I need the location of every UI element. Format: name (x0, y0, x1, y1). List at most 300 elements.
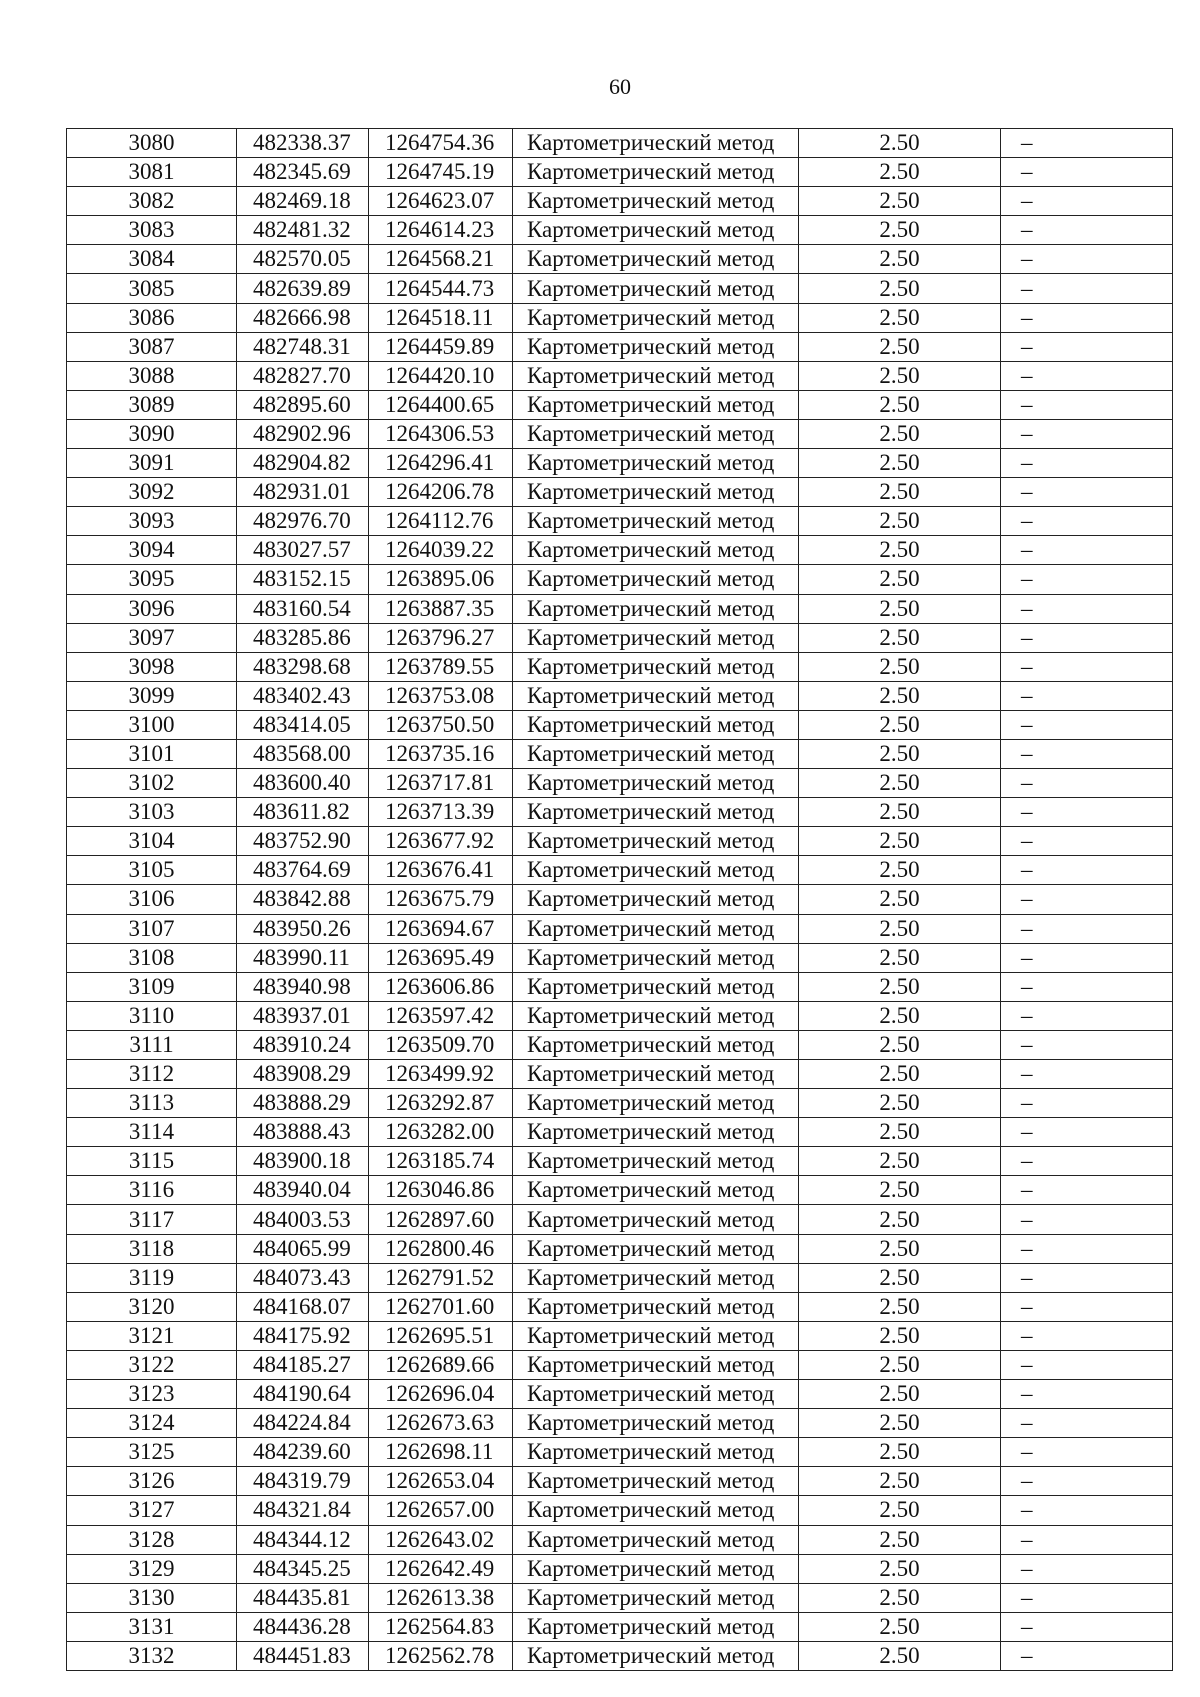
description-cell: – (1001, 856, 1173, 885)
y-coordinate-cell: 1263713.39 (369, 798, 513, 827)
description-cell: – (1001, 1525, 1173, 1554)
accuracy-cell: 2.50 (799, 1380, 1001, 1409)
table-row (67, 1438, 1173, 1467)
x-coordinate-cell: 483908.29 (237, 1060, 369, 1089)
y-coordinate-cell: 1262673.63 (369, 1409, 513, 1438)
x-coordinate-cell: 483402.43 (237, 681, 369, 710)
point-number-cell: 3109 (67, 972, 237, 1001)
point-number-cell: 3080 (67, 129, 237, 158)
point-number-cell: 3108 (67, 943, 237, 972)
x-coordinate-cell: 483611.82 (237, 798, 369, 827)
accuracy-cell: 2.50 (799, 216, 1001, 245)
x-coordinate-cell: 482338.37 (237, 129, 369, 158)
description-cell: – (1001, 1496, 1173, 1525)
table-row (67, 885, 1173, 914)
method-cell: Картометрический метод (513, 390, 799, 419)
y-coordinate-cell: 1263675.79 (369, 885, 513, 914)
y-coordinate-cell: 1262689.66 (369, 1350, 513, 1379)
y-coordinate-cell: 1264420.10 (369, 361, 513, 390)
description-cell: – (1001, 1350, 1173, 1379)
description-cell: – (1001, 739, 1173, 768)
point-number-cell: 3132 (67, 1641, 237, 1670)
y-coordinate-cell: 1264544.73 (369, 274, 513, 303)
accuracy-cell: 2.50 (799, 332, 1001, 361)
accuracy-cell: 2.50 (799, 710, 1001, 739)
method-cell: Картометрический метод (513, 158, 799, 187)
y-coordinate-cell: 1263887.35 (369, 594, 513, 623)
method-cell: Картометрический метод (513, 1380, 799, 1409)
method-cell: Картометрический метод (513, 187, 799, 216)
x-coordinate-cell: 484065.99 (237, 1234, 369, 1263)
description-cell: – (1001, 769, 1173, 798)
table-row (67, 972, 1173, 1001)
description-cell: – (1001, 1438, 1173, 1467)
description-cell: – (1001, 1060, 1173, 1089)
x-coordinate-cell: 482904.82 (237, 449, 369, 478)
method-cell: Картометрический метод (513, 1030, 799, 1059)
accuracy-cell: 2.50 (799, 914, 1001, 943)
method-cell: Картометрический метод (513, 827, 799, 856)
accuracy-cell: 2.50 (799, 274, 1001, 303)
y-coordinate-cell: 1263677.92 (369, 827, 513, 856)
point-number-cell: 3117 (67, 1205, 237, 1234)
accuracy-cell: 2.50 (799, 1350, 1001, 1379)
x-coordinate-cell: 483910.24 (237, 1030, 369, 1059)
y-coordinate-cell: 1264400.65 (369, 390, 513, 419)
method-cell: Картометрический метод (513, 1234, 799, 1263)
method-cell: Картометрический метод (513, 1147, 799, 1176)
description-cell: – (1001, 478, 1173, 507)
y-coordinate-cell: 1262695.51 (369, 1321, 513, 1350)
point-number-cell: 3087 (67, 332, 237, 361)
page-number: 60 (609, 74, 631, 99)
x-coordinate-cell: 483900.18 (237, 1147, 369, 1176)
table-row (67, 623, 1173, 652)
y-coordinate-cell: 1263735.16 (369, 739, 513, 768)
accuracy-cell: 2.50 (799, 187, 1001, 216)
method-cell: Картометрический метод (513, 129, 799, 158)
method-cell: Картометрический метод (513, 216, 799, 245)
description-cell: – (1001, 943, 1173, 972)
x-coordinate-cell: 484175.92 (237, 1321, 369, 1350)
point-number-cell: 3102 (67, 769, 237, 798)
y-coordinate-cell: 1264623.07 (369, 187, 513, 216)
x-coordinate-cell: 484344.12 (237, 1525, 369, 1554)
method-cell: Картометрический метод (513, 565, 799, 594)
method-cell: Картометрический метод (513, 739, 799, 768)
description-cell: – (1001, 623, 1173, 652)
table-row (67, 274, 1173, 303)
accuracy-cell: 2.50 (799, 798, 1001, 827)
accuracy-cell: 2.50 (799, 972, 1001, 1001)
point-number-cell: 3086 (67, 303, 237, 332)
point-number-cell: 3081 (67, 158, 237, 187)
y-coordinate-cell: 1263046.86 (369, 1176, 513, 1205)
accuracy-cell: 2.50 (799, 129, 1001, 158)
accuracy-cell: 2.50 (799, 565, 1001, 594)
description-cell: – (1001, 914, 1173, 943)
y-coordinate-cell: 1263895.06 (369, 565, 513, 594)
description-cell: – (1001, 1409, 1173, 1438)
point-number-cell: 3111 (67, 1030, 237, 1059)
table-row (67, 1030, 1173, 1059)
description-cell: – (1001, 1205, 1173, 1234)
point-number-cell: 3129 (67, 1554, 237, 1583)
x-coordinate-cell: 484345.25 (237, 1554, 369, 1583)
accuracy-cell: 2.50 (799, 1467, 1001, 1496)
accuracy-cell: 2.50 (799, 361, 1001, 390)
x-coordinate-cell: 484451.83 (237, 1641, 369, 1670)
y-coordinate-cell: 1262657.00 (369, 1496, 513, 1525)
x-coordinate-cell: 483940.98 (237, 972, 369, 1001)
description-cell: – (1001, 594, 1173, 623)
point-number-cell: 3100 (67, 710, 237, 739)
y-coordinate-cell: 1262653.04 (369, 1467, 513, 1496)
point-number-cell: 3094 (67, 536, 237, 565)
point-number-cell: 3082 (67, 187, 237, 216)
table-row (67, 303, 1173, 332)
method-cell: Картометрический метод (513, 507, 799, 536)
table-row (67, 1467, 1173, 1496)
accuracy-cell: 2.50 (799, 1292, 1001, 1321)
x-coordinate-cell: 483990.11 (237, 943, 369, 972)
x-coordinate-cell: 483152.15 (237, 565, 369, 594)
table-row (67, 943, 1173, 972)
point-number-cell: 3091 (67, 449, 237, 478)
accuracy-cell: 2.50 (799, 1205, 1001, 1234)
point-number-cell: 3115 (67, 1147, 237, 1176)
table-row (67, 1612, 1173, 1641)
description-cell: – (1001, 1467, 1173, 1496)
description-cell: – (1001, 1147, 1173, 1176)
point-number-cell: 3128 (67, 1525, 237, 1554)
y-coordinate-cell: 1262701.60 (369, 1292, 513, 1321)
x-coordinate-cell: 483027.57 (237, 536, 369, 565)
method-cell: Картометрический метод (513, 361, 799, 390)
point-number-cell: 3089 (67, 390, 237, 419)
point-number-cell: 3103 (67, 798, 237, 827)
y-coordinate-cell: 1264296.41 (369, 449, 513, 478)
y-coordinate-cell: 1263694.67 (369, 914, 513, 943)
method-cell: Картометрический метод (513, 1525, 799, 1554)
point-number-cell: 3120 (67, 1292, 237, 1321)
method-cell: Картометрический метод (513, 856, 799, 885)
accuracy-cell: 2.50 (799, 1060, 1001, 1089)
accuracy-cell: 2.50 (799, 1612, 1001, 1641)
point-number-cell: 3083 (67, 216, 237, 245)
x-coordinate-cell: 483160.54 (237, 594, 369, 623)
method-cell: Картометрический метод (513, 478, 799, 507)
accuracy-cell: 2.50 (799, 1176, 1001, 1205)
table-row (67, 1089, 1173, 1118)
y-coordinate-cell: 1264568.21 (369, 245, 513, 274)
y-coordinate-cell: 1263796.27 (369, 623, 513, 652)
y-coordinate-cell: 1263676.41 (369, 856, 513, 885)
accuracy-cell: 2.50 (799, 1525, 1001, 1554)
point-number-cell: 3085 (67, 274, 237, 303)
point-number-cell: 3104 (67, 827, 237, 856)
description-cell: – (1001, 303, 1173, 332)
description-cell: – (1001, 245, 1173, 274)
x-coordinate-cell: 484003.53 (237, 1205, 369, 1234)
table-row (67, 1001, 1173, 1030)
description-cell: – (1001, 798, 1173, 827)
method-cell: Картометрический метод (513, 1205, 799, 1234)
table-row (67, 594, 1173, 623)
table-row (67, 332, 1173, 361)
x-coordinate-cell: 483600.40 (237, 769, 369, 798)
table-row (67, 1263, 1173, 1292)
point-number-cell: 3131 (67, 1612, 237, 1641)
x-coordinate-cell: 482902.96 (237, 419, 369, 448)
point-number-cell: 3114 (67, 1118, 237, 1147)
method-cell: Картометрический метод (513, 1612, 799, 1641)
y-coordinate-cell: 1263499.92 (369, 1060, 513, 1089)
accuracy-cell: 2.50 (799, 1030, 1001, 1059)
point-number-cell: 3107 (67, 914, 237, 943)
description-cell: – (1001, 1612, 1173, 1641)
accuracy-cell: 2.50 (799, 536, 1001, 565)
method-cell: Картометрический метод (513, 710, 799, 739)
description-cell: – (1001, 536, 1173, 565)
x-coordinate-cell: 482976.70 (237, 507, 369, 536)
table-row (67, 245, 1173, 274)
accuracy-cell: 2.50 (799, 1263, 1001, 1292)
y-coordinate-cell: 1262791.52 (369, 1263, 513, 1292)
x-coordinate-cell: 484319.79 (237, 1467, 369, 1496)
method-cell: Картометрический метод (513, 798, 799, 827)
method-cell: Картометрический метод (513, 1118, 799, 1147)
table-row (67, 1641, 1173, 1670)
table-row (67, 1321, 1173, 1350)
y-coordinate-cell: 1262564.83 (369, 1612, 513, 1641)
y-coordinate-cell: 1263789.55 (369, 652, 513, 681)
description-cell: – (1001, 1001, 1173, 1030)
y-coordinate-cell: 1264039.22 (369, 536, 513, 565)
method-cell: Картометрический метод (513, 972, 799, 1001)
description-cell: – (1001, 1380, 1173, 1409)
y-coordinate-cell: 1263597.42 (369, 1001, 513, 1030)
accuracy-cell: 2.50 (799, 245, 1001, 274)
x-coordinate-cell: 484185.27 (237, 1350, 369, 1379)
table-row (67, 739, 1173, 768)
description-cell: – (1001, 652, 1173, 681)
accuracy-cell: 2.50 (799, 856, 1001, 885)
point-number-cell: 3098 (67, 652, 237, 681)
table-row (67, 1409, 1173, 1438)
y-coordinate-cell: 1262642.49 (369, 1554, 513, 1583)
x-coordinate-cell: 482639.89 (237, 274, 369, 303)
accuracy-cell: 2.50 (799, 1234, 1001, 1263)
point-number-cell: 3112 (67, 1060, 237, 1089)
table-row (67, 129, 1173, 158)
y-coordinate-cell: 1263695.49 (369, 943, 513, 972)
x-coordinate-cell: 483764.69 (237, 856, 369, 885)
description-cell: – (1001, 1030, 1173, 1059)
point-number-cell: 3096 (67, 594, 237, 623)
description-cell: – (1001, 1583, 1173, 1612)
accuracy-cell: 2.50 (799, 507, 1001, 536)
table-row (67, 1380, 1173, 1409)
accuracy-cell: 2.50 (799, 943, 1001, 972)
y-coordinate-cell: 1263750.50 (369, 710, 513, 739)
method-cell: Картометрический метод (513, 1409, 799, 1438)
y-coordinate-cell: 1262643.02 (369, 1525, 513, 1554)
y-coordinate-cell: 1264745.19 (369, 158, 513, 187)
method-cell: Картометрический метод (513, 1350, 799, 1379)
method-cell: Картометрический метод (513, 536, 799, 565)
description-cell: – (1001, 1321, 1173, 1350)
table-row (67, 1118, 1173, 1147)
accuracy-cell: 2.50 (799, 478, 1001, 507)
table-row (67, 681, 1173, 710)
table-row (67, 565, 1173, 594)
point-number-cell: 3122 (67, 1350, 237, 1379)
description-cell: – (1001, 129, 1173, 158)
accuracy-cell: 2.50 (799, 1641, 1001, 1670)
description-cell: – (1001, 187, 1173, 216)
table-row (67, 856, 1173, 885)
x-coordinate-cell: 484168.07 (237, 1292, 369, 1321)
x-coordinate-cell: 483414.05 (237, 710, 369, 739)
description-cell: – (1001, 681, 1173, 710)
accuracy-cell: 2.50 (799, 1118, 1001, 1147)
point-number-cell: 3119 (67, 1263, 237, 1292)
description-cell: – (1001, 507, 1173, 536)
table-row (67, 710, 1173, 739)
y-coordinate-cell: 1263606.86 (369, 972, 513, 1001)
x-coordinate-cell: 482469.18 (237, 187, 369, 216)
x-coordinate-cell: 483888.29 (237, 1089, 369, 1118)
method-cell: Картометрический метод (513, 1176, 799, 1205)
method-cell: Картометрический метод (513, 245, 799, 274)
method-cell: Картометрический метод (513, 1467, 799, 1496)
y-coordinate-cell: 1263717.81 (369, 769, 513, 798)
description-cell: – (1001, 332, 1173, 361)
accuracy-cell: 2.50 (799, 1321, 1001, 1350)
x-coordinate-cell: 483940.04 (237, 1176, 369, 1205)
accuracy-cell: 2.50 (799, 1001, 1001, 1030)
table-row (67, 1554, 1173, 1583)
method-cell: Картометрический метод (513, 769, 799, 798)
table-row (67, 1496, 1173, 1525)
point-number-cell: 3121 (67, 1321, 237, 1350)
x-coordinate-cell: 483937.01 (237, 1001, 369, 1030)
description-cell: – (1001, 216, 1173, 245)
description-cell: – (1001, 1554, 1173, 1583)
x-coordinate-cell: 482666.98 (237, 303, 369, 332)
x-coordinate-cell: 484224.84 (237, 1409, 369, 1438)
description-cell: – (1001, 565, 1173, 594)
method-cell: Картометрический метод (513, 1496, 799, 1525)
accuracy-cell: 2.50 (799, 827, 1001, 856)
y-coordinate-cell: 1263282.00 (369, 1118, 513, 1147)
description-cell: – (1001, 274, 1173, 303)
point-number-cell: 3095 (67, 565, 237, 594)
y-coordinate-cell: 1262897.60 (369, 1205, 513, 1234)
x-coordinate-cell: 483888.43 (237, 1118, 369, 1147)
table-row (67, 449, 1173, 478)
table-row (67, 827, 1173, 856)
accuracy-cell: 2.50 (799, 1554, 1001, 1583)
y-coordinate-cell: 1262800.46 (369, 1234, 513, 1263)
method-cell: Картометрический метод (513, 1438, 799, 1467)
x-coordinate-cell: 482481.32 (237, 216, 369, 245)
x-coordinate-cell: 484073.43 (237, 1263, 369, 1292)
x-coordinate-cell: 482931.01 (237, 478, 369, 507)
point-number-cell: 3097 (67, 623, 237, 652)
description-cell: – (1001, 390, 1173, 419)
accuracy-cell: 2.50 (799, 681, 1001, 710)
description-cell: – (1001, 158, 1173, 187)
y-coordinate-cell: 1262696.04 (369, 1380, 513, 1409)
method-cell: Картометрический метод (513, 914, 799, 943)
description-cell: – (1001, 1176, 1173, 1205)
point-number-cell: 3092 (67, 478, 237, 507)
description-cell: – (1001, 1118, 1173, 1147)
y-coordinate-cell: 1263509.70 (369, 1030, 513, 1059)
point-number-cell: 3106 (67, 885, 237, 914)
y-coordinate-cell: 1263292.87 (369, 1089, 513, 1118)
x-coordinate-cell: 484190.64 (237, 1380, 369, 1409)
accuracy-cell: 2.50 (799, 158, 1001, 187)
point-number-cell: 3127 (67, 1496, 237, 1525)
table-row (67, 1525, 1173, 1554)
accuracy-cell: 2.50 (799, 1583, 1001, 1612)
method-cell: Картометрический метод (513, 1060, 799, 1089)
method-cell: Картометрический метод (513, 274, 799, 303)
point-number-cell: 3088 (67, 361, 237, 390)
description-cell: – (1001, 972, 1173, 1001)
table-row (67, 1176, 1173, 1205)
method-cell: Картометрический метод (513, 419, 799, 448)
x-coordinate-cell: 484436.28 (237, 1612, 369, 1641)
table-body (67, 129, 1173, 1671)
method-cell: Картометрический метод (513, 1583, 799, 1612)
table-row (67, 769, 1173, 798)
table-row (67, 1060, 1173, 1089)
method-cell: Картометрический метод (513, 594, 799, 623)
x-coordinate-cell: 483842.88 (237, 885, 369, 914)
point-number-cell: 3116 (67, 1176, 237, 1205)
accuracy-cell: 2.50 (799, 303, 1001, 332)
accuracy-cell: 2.50 (799, 1089, 1001, 1118)
x-coordinate-cell: 482827.70 (237, 361, 369, 390)
method-cell: Картометрический метод (513, 1321, 799, 1350)
method-cell: Картометрический метод (513, 449, 799, 478)
table-row (67, 652, 1173, 681)
accuracy-cell: 2.50 (799, 769, 1001, 798)
y-coordinate-cell: 1262562.78 (369, 1641, 513, 1670)
description-cell: – (1001, 361, 1173, 390)
description-cell: – (1001, 885, 1173, 914)
point-number-cell: 3084 (67, 245, 237, 274)
accuracy-cell: 2.50 (799, 1147, 1001, 1176)
method-cell: Картометрический метод (513, 303, 799, 332)
y-coordinate-cell: 1262698.11 (369, 1438, 513, 1467)
table-row (67, 1147, 1173, 1176)
point-number-cell: 3090 (67, 419, 237, 448)
x-coordinate-cell: 484239.60 (237, 1438, 369, 1467)
description-cell: – (1001, 1234, 1173, 1263)
description-cell: – (1001, 1089, 1173, 1118)
description-cell: – (1001, 827, 1173, 856)
x-coordinate-cell: 483285.86 (237, 623, 369, 652)
method-cell: Картометрический метод (513, 943, 799, 972)
y-coordinate-cell: 1263185.74 (369, 1147, 513, 1176)
x-coordinate-cell: 483950.26 (237, 914, 369, 943)
point-number-cell: 3130 (67, 1583, 237, 1612)
